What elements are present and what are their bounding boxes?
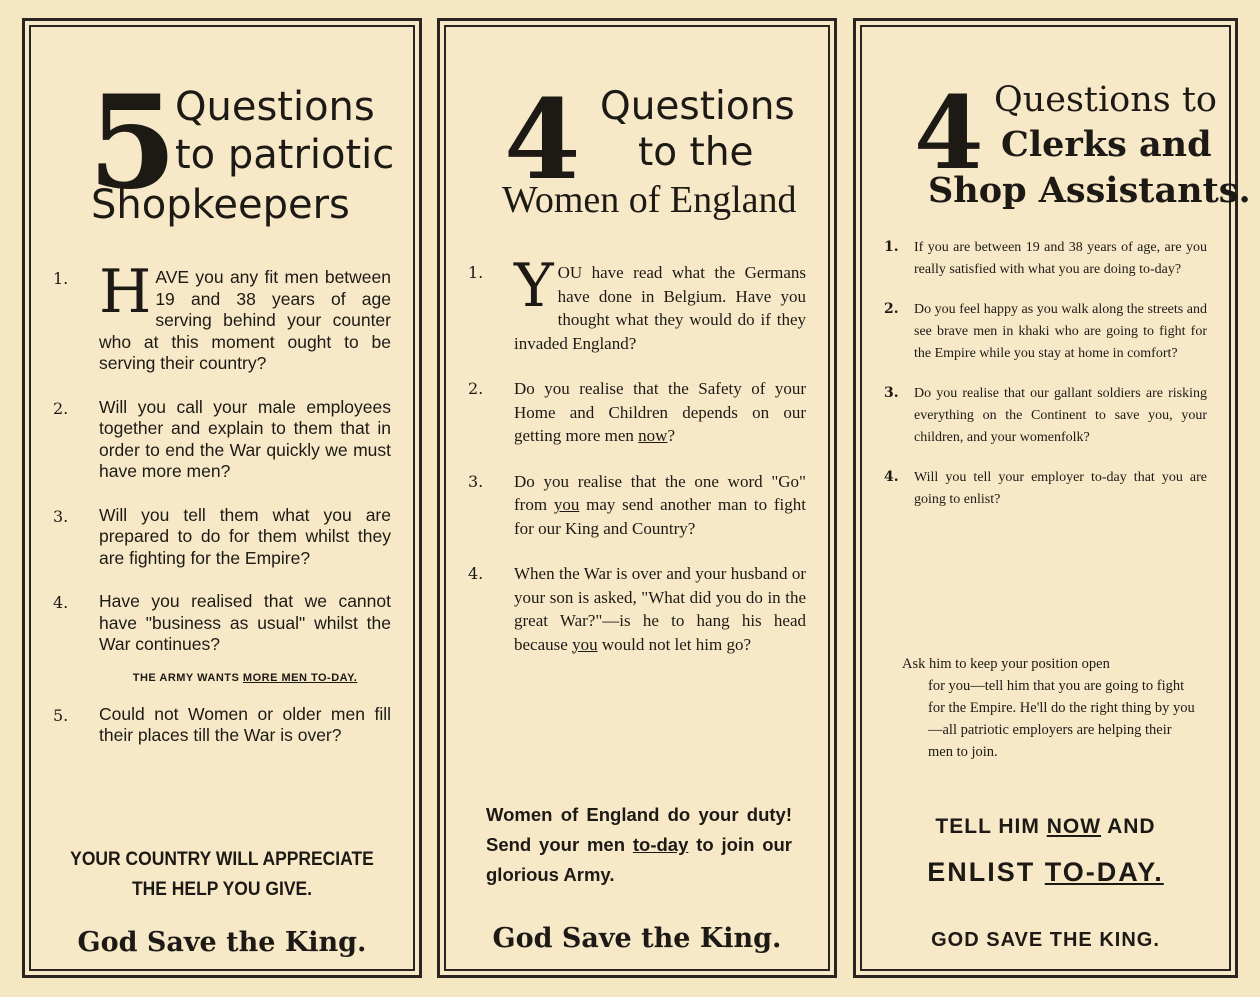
header-number: 4 [504,75,581,204]
question-number: 1. [468,263,484,282]
question-item [53,397,391,483]
appeal-text [65,845,380,905]
text-part: Do you realise that the one word "Go" from [514,471,806,514]
text-part: AND [1101,815,1156,838]
question-item [884,237,1207,281]
question-text: Do you feel happy as you walk along the streets and see brave men in khaki who are going to fight for the Empire while you stay at home in comfort? [914,302,1207,361]
shopkeepers-panel-border [29,25,415,971]
question-text: Will you tell them what you are prepared to do for them whilst they are fighting for the Empire? [99,504,391,568]
shopkeepers-header [53,27,395,228]
ask-employer-paragraph [902,653,1197,763]
question-text [514,251,806,355]
header-line-2: to the [638,130,754,175]
question-text: Do you realise that our gallant soldiers are risking everything on the Continent to save you, your children, and your womenfolk? [914,386,1207,445]
header-line-3: Women of England [502,179,797,221]
question-text [514,562,806,656]
question-list [53,257,391,769]
clerks-panel [853,18,1251,978]
ask-rest: for you—tell him that you are going to fight for the Empire. He'll do the right thing by you—all patriotic employers are helping their men to join. [928,678,1195,760]
question-item [468,470,806,541]
god-save-the-king: GOD SAVE THE KING. [931,929,1160,951]
appeal-line-1: YOUR COUNTRY WILL APPRECIATE [70,849,374,870]
question-text [514,377,806,448]
question-body: OU have read what the Germans have done in Belgium. Have you thought what they would do if they invaded England? [514,263,806,353]
header-line-2: Clerks and [1001,124,1212,165]
text-part: Women of England do your duty! Send your men [486,804,792,855]
question-item [53,257,391,375]
question-text: Have you realised that we cannot have "business as usual" whilst the War continues? [99,591,391,654]
question-number: 4. [53,593,69,612]
text-part: Do you realise that the Safety of your Home and Children depends on our getting more men [514,379,806,445]
tell-him-now [862,815,1229,839]
question-item [884,299,1207,365]
question-item [884,467,1207,511]
question-item [468,251,806,355]
question-text: Will you call your male employees together and explain to them that in order to end the War quickly we must have more men? [99,396,391,481]
question-text: If you are between 19 and 38 years of age, are you really satisfied with what you are doing to-day? [914,240,1207,277]
question-number: 3. [53,506,69,526]
underlined-word: you [572,634,598,654]
army-underlined: MORE MEN TO-DAY. [242,671,358,684]
question-item [468,377,806,448]
women-panel [437,18,837,978]
text-part: would not let him go? [597,634,752,654]
header-line-3: Shop Assistants. [928,170,1251,211]
question-text: Could not Women or older men fill their places till the War is over? [99,703,391,745]
header-line-3: Shopkeepers [91,182,350,228]
question-text [514,470,806,541]
god-save-the-king: God Save the King. [492,923,782,954]
question-number: 3. [468,471,484,491]
text-part: TELL HIM [935,815,1047,838]
header-number: 5 [88,68,178,218]
question-number: 1. [53,269,69,288]
question-number: 2. [884,301,899,317]
question-list [468,251,806,678]
army-wants-line [99,672,391,684]
clerks-panel-border [860,25,1251,971]
question-number: 4. [468,564,484,583]
header-line-2: to patriotic [175,132,395,178]
header-number: 4 [914,74,984,192]
question-item [468,562,806,656]
drop-cap: H [99,257,152,327]
text-part: to join our glorious Army. [486,834,792,885]
question-item [884,383,1207,449]
enlist-today [862,857,1229,888]
women-panel-border [444,25,830,971]
text-part: may send another man to fight for our King and Country? [514,495,806,538]
god-save-the-king: God Save the King. [77,927,367,958]
question-number: 4. [884,469,899,485]
question-body: AVE you any fit men between 19 and 38 years of age serving behind your counter who at this moment ought to be serving their country? [99,267,391,373]
question-list [884,237,1207,529]
text-part: When the War is over and your husband or your son is asked, "What did you do in the great War?"—is he to hang his head because [514,564,806,654]
text-part: ENLIST [927,857,1045,887]
question-item [53,704,391,747]
underlined-word: NOW [1046,815,1102,838]
appeal-line-2: THE HELP YOU GIVE. [131,879,313,900]
women-call-to-action [486,800,792,890]
underlined-word: you [553,495,580,514]
army-text: THE ARMY WANTS [132,671,243,684]
text-part: ? [667,426,675,445]
question-number: 5. [53,705,69,725]
shopkeepers-panel [22,18,422,978]
underlined-word: to-day [632,834,689,855]
clerks-header [884,27,1251,217]
question-text [99,257,391,375]
ask-first-line: Ask him to keep your position open [902,656,1110,672]
question-number: 2. [53,398,69,418]
underlined-word: TO-DAY. [1044,857,1164,887]
question-number: 3. [884,385,899,401]
question-number: 1. [884,239,899,255]
question-text: Will you tell your employer to-day that you are going to enlist? [914,470,1207,507]
question-item [53,591,391,656]
header-line-1: Questions [600,84,795,129]
header-line-1: Questions [175,84,375,130]
question-number: 2. [468,379,484,398]
header-line-1: Questions to [994,80,1218,120]
drop-cap: Y [514,251,554,321]
underlined-word: now [638,426,668,445]
women-header [468,27,806,221]
question-item [53,505,391,570]
